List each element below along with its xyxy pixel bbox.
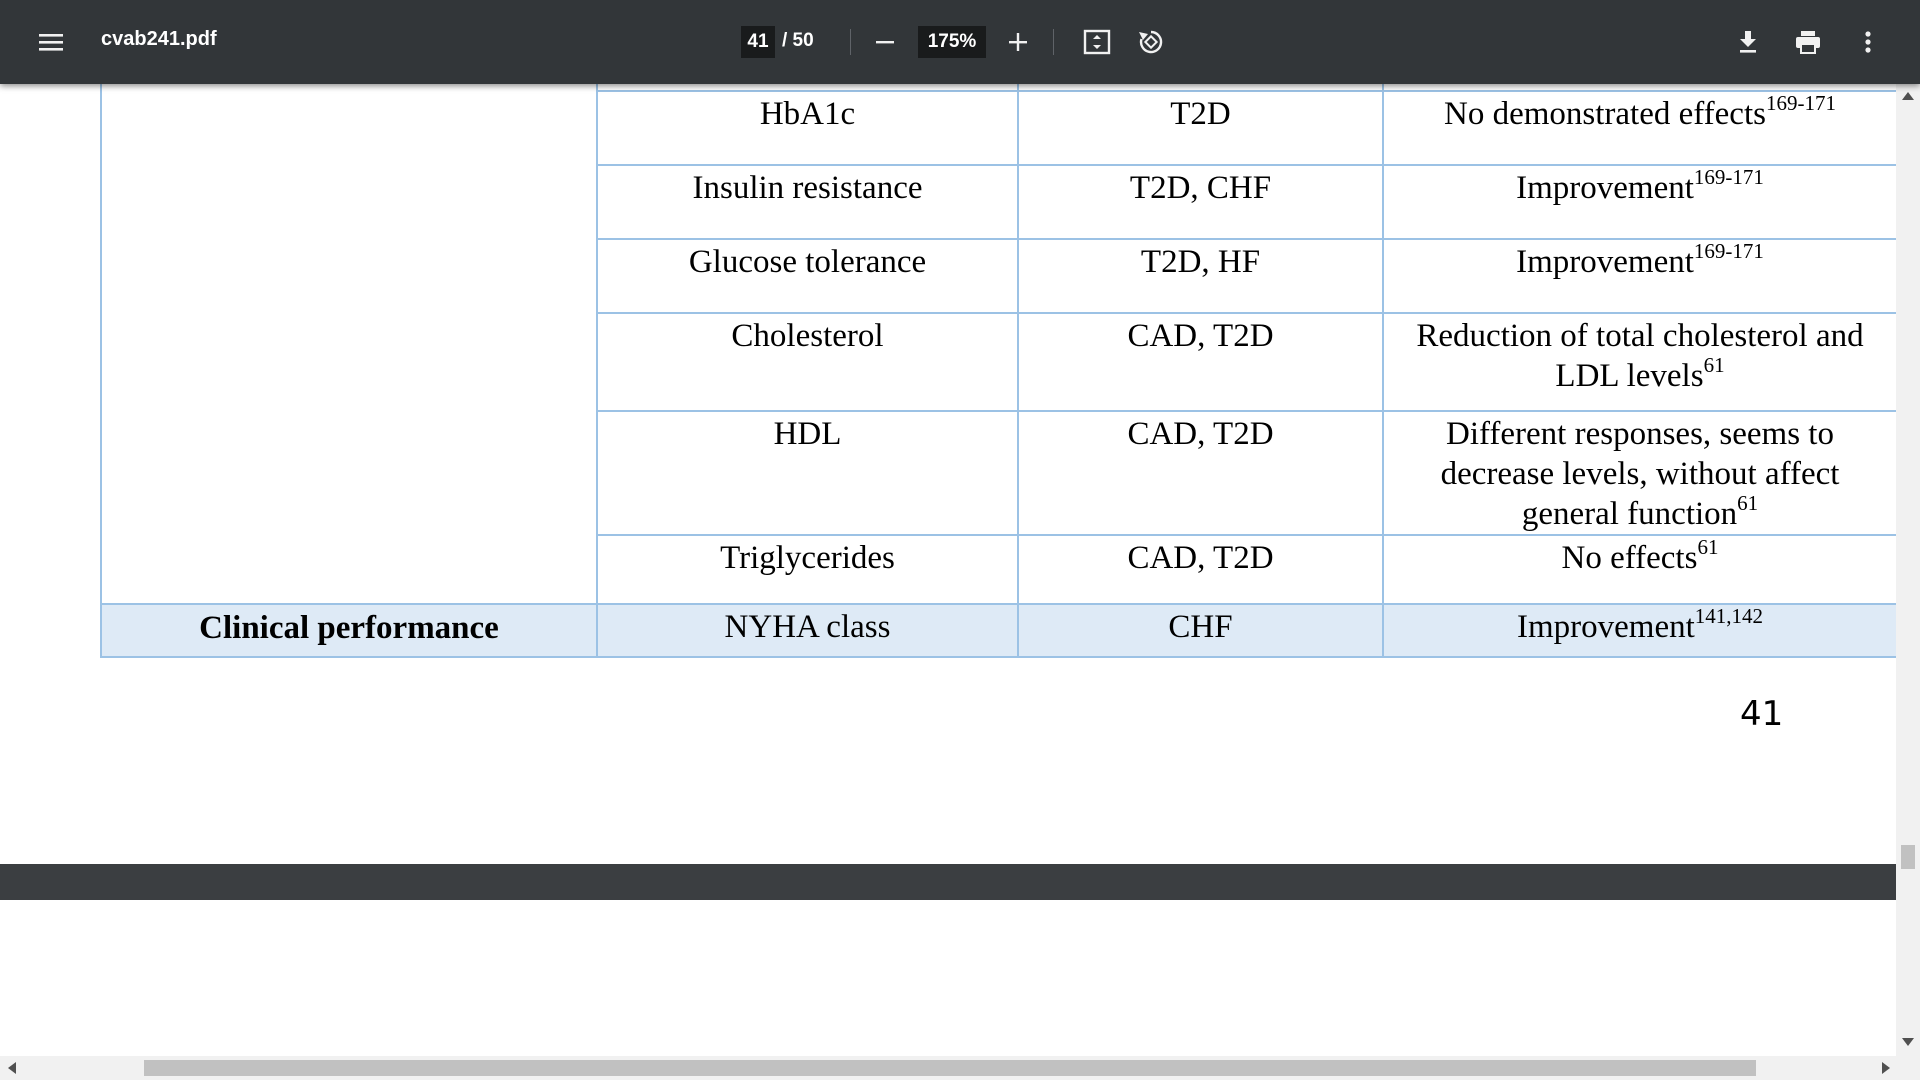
print-icon <box>1795 30 1821 54</box>
rotate-button[interactable] <box>1127 18 1175 66</box>
page-number: 41 <box>1740 694 1784 734</box>
page-count: / 50 <box>782 30 814 51</box>
table-cell-parameter: Cholesterol <box>731 318 884 354</box>
table-cell-population: CAD, T2D <box>1127 540 1274 576</box>
table-cell-population: CHF <box>1168 609 1233 645</box>
table-cell-category: Clinical performance <box>199 610 499 646</box>
pdf-toolbar <box>0 0 1920 84</box>
scroll-left-arrow-icon[interactable] <box>8 1062 16 1074</box>
table-cell-parameter: NYHA class <box>724 609 891 645</box>
vertical-scrollbar[interactable] <box>1896 84 1920 1056</box>
scroll-down-arrow-icon[interactable] <box>1902 1038 1914 1046</box>
table-cell-effect: Improvement$^{169-171}$ <box>1516 165 1764 206</box>
more-actions-button[interactable] <box>1844 18 1892 66</box>
table-rule <box>100 656 1896 658</box>
hamburger-menu-icon[interactable] <box>27 18 75 66</box>
table-cell-effect: Different responses, seems to decrease levels, without affect general function$^{61}$ <box>1440 416 1840 532</box>
toolbar-divider <box>850 29 851 55</box>
table-cell-effect: Improvement$^{169-171}$ <box>1516 239 1764 280</box>
pdf-page <box>0 84 1896 864</box>
table-rule <box>597 410 1896 412</box>
table-cell-effect: No effects$^{61}$ <box>1561 535 1719 576</box>
table-cell-parameter: Insulin resistance <box>692 170 923 206</box>
print-button[interactable] <box>1784 18 1832 66</box>
table-cell-effect: Improvement$^{141,142}$ <box>1516 604 1764 645</box>
download-button[interactable] <box>1724 18 1772 66</box>
zoom-in-button[interactable] <box>994 18 1042 66</box>
minus-icon <box>874 31 896 53</box>
table-cell-population: T2D <box>1170 96 1231 132</box>
table-cell-population: CAD, T2D <box>1127 318 1274 354</box>
zoom-level-input[interactable]: 175% <box>918 26 986 58</box>
table-cell-parameter: Glucose tolerance <box>688 244 927 280</box>
fit-page-button[interactable] <box>1073 18 1121 66</box>
scroll-right-arrow-icon[interactable] <box>1882 1062 1890 1074</box>
vertical-scroll-thumb[interactable] <box>1901 845 1915 869</box>
rotate-icon <box>1137 28 1165 56</box>
page-number-input[interactable]: 41 <box>741 26 775 58</box>
table-cell-population: T2D, CHF <box>1129 170 1272 206</box>
table-rule <box>100 603 1896 605</box>
page-gap <box>0 864 1896 900</box>
scroll-up-arrow-icon[interactable] <box>1902 92 1914 100</box>
table-cell-effect: No demonstrated effects$^{169-171}$ <box>1444 91 1836 132</box>
pdf-viewer[interactable] <box>0 84 1896 1056</box>
table-cell-effect: Reduction of total cholesterol and LDL levels$^{61}$ <box>1416 318 1864 394</box>
table-rule <box>597 312 1896 314</box>
horizontal-scroll-thumb[interactable] <box>144 1060 1756 1076</box>
fit-page-icon <box>1083 29 1111 55</box>
table-rule <box>100 84 102 658</box>
table-cell-parameter: Triglycerides <box>720 540 895 576</box>
download-icon <box>1737 30 1759 54</box>
table-cell-parameter: HbA1c <box>759 96 856 132</box>
pdf-page-next <box>0 900 1896 1056</box>
plus-icon <box>1007 31 1029 53</box>
more-vert-icon <box>1864 30 1872 54</box>
document-title: cvab241.pdf <box>101 28 217 50</box>
table-cell-population: T2D, HF <box>1140 244 1261 280</box>
toolbar-divider <box>1053 29 1054 55</box>
table-rule <box>597 90 1896 92</box>
table-cell-parameter: HDL <box>773 416 842 452</box>
zoom-out-button[interactable] <box>861 18 909 66</box>
table-cell-population: CAD, T2D <box>1127 416 1274 452</box>
